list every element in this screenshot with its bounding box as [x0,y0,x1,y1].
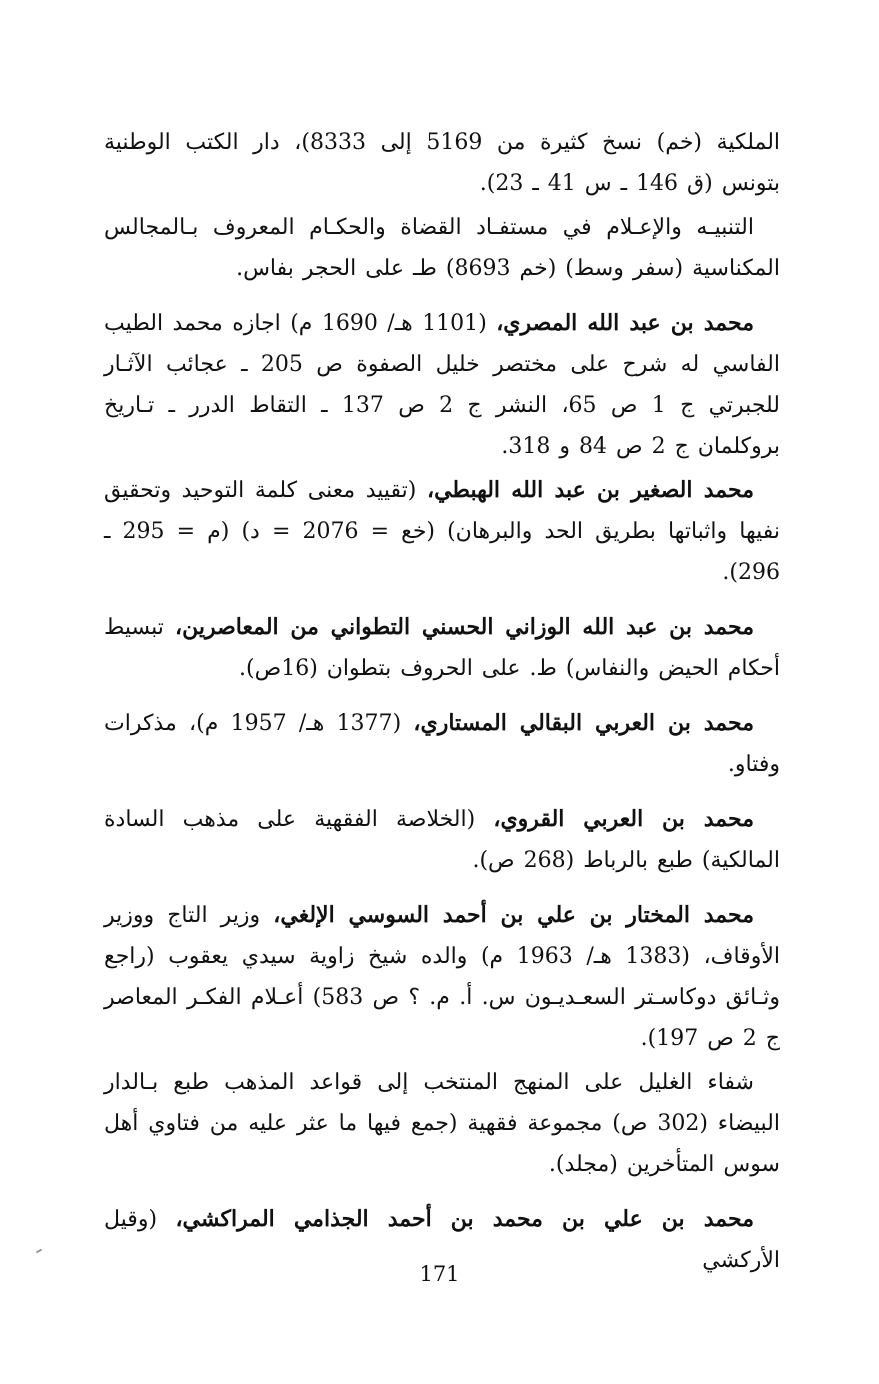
entry-al-wazzani-text: تبسيط أحكام الحيض والنفاس) ط. على الحروف بتطوان (16ص). [104,615,780,681]
paragraph-shifa-al-ghalil-text: شفاء الغليل على المنهج المنتخب إلى قواعد المذهب طبع بـالدار البيضاء (302 ص) مجموعة فقهية (جمع فيها ما عثر عليه من فتاوي أهل سوس المتأخرين (مجلد). [104,1070,780,1177]
paragraph-2 [104,207,780,289]
page-number: 171 [419,1262,460,1286]
entry-al-judhami-name: محمد بن علي بن محمد بن أحمد الجذامي المراكشي، [175,1206,754,1232]
entry-al-judhami-text: (وقيل الأركشي [104,1207,780,1273]
paragraph-1-text: الملكية (خم) نسخ كثيرة من 5169 إلى 8333)، دار الكتب الوطنية بتونس (ق 146 ـ س 41 ـ 23). [104,130,781,196]
entry-al-baqqali [104,703,780,785]
text-column [104,122,780,1281]
entry-al-habti [104,470,780,593]
entry-al-misri-name: محمد بن عبد الله المصري، [496,310,754,336]
entry-al-misri [104,303,780,467]
entry-al-soussi [104,895,780,1059]
entry-al-baqqali-text: (1377 هـ/ 1957 م)، مذكرات وفتاو. [104,711,780,777]
entry-al-habti-name: محمد الصغير بن عبد الله الهبطي، [426,477,754,503]
entry-al-qarawi-name: محمد بن العربي القروي، [493,806,754,832]
paragraph-1 [104,122,780,204]
entry-al-soussi-text: وزير التاج ووزير الأوقاف، (1383 هـ/ 1963 م) والده شيخ زاوية سيدي يعقوب (راجع وثـائق دوكاسـتر السعـديـون س. أ. م. ؟ ص 583) أعـلام الفكـر المعاصر ج 2 ص 197). [104,903,781,1051]
entry-al-habti-text: (تقييد معنى كلمة التوحيد وتحقيق نفيها واثباتها بطريق الحد والبرهان) (خع = 2076 = د) (م = 295 ـ 296). [104,478,780,585]
entry-al-soussi-name: محمد المختار بن علي بن أحمد السوسي الإلغي، [273,902,754,928]
entry-al-misri-text: (1101 هـ/ 1690 م) اجازه محمد الطيب الفاسي له شرح على مختصر خليل الصفوة ص 205 ـ عجائب الآثـار للجبرتي ج 1 ص 65، النشر ج 2 ص 137 ـ التقاط الدرر ـ تـاريخ بروكلمان ج 2 ص 84 و 318. [104,311,781,459]
entry-al-wazzani-name: محمد بن عبد الله الوزاني الحسني التطواني من المعاصرين، [175,614,754,640]
entry-al-baqqali-name: محمد بن العربي البقالي المستاري، [413,710,755,736]
entry-al-wazzani [104,607,780,689]
margin-mark [36,1249,42,1254]
paragraph-shifa-al-ghalil [104,1062,780,1185]
entry-al-qarawi-text: (الخلاصة الفقهية على مذهب السادة المالكية) طبع بالرباط (268 ص). [104,807,780,873]
paragraph-2-text: التنبيـه والإعـلام في مستفـاد القضاة والحكـام المعروف بـالمجالس المكناسية (سفر وسط) (خم 8693) طـ على الحجر بفاس. [104,215,780,281]
entry-al-qarawi [104,799,780,881]
